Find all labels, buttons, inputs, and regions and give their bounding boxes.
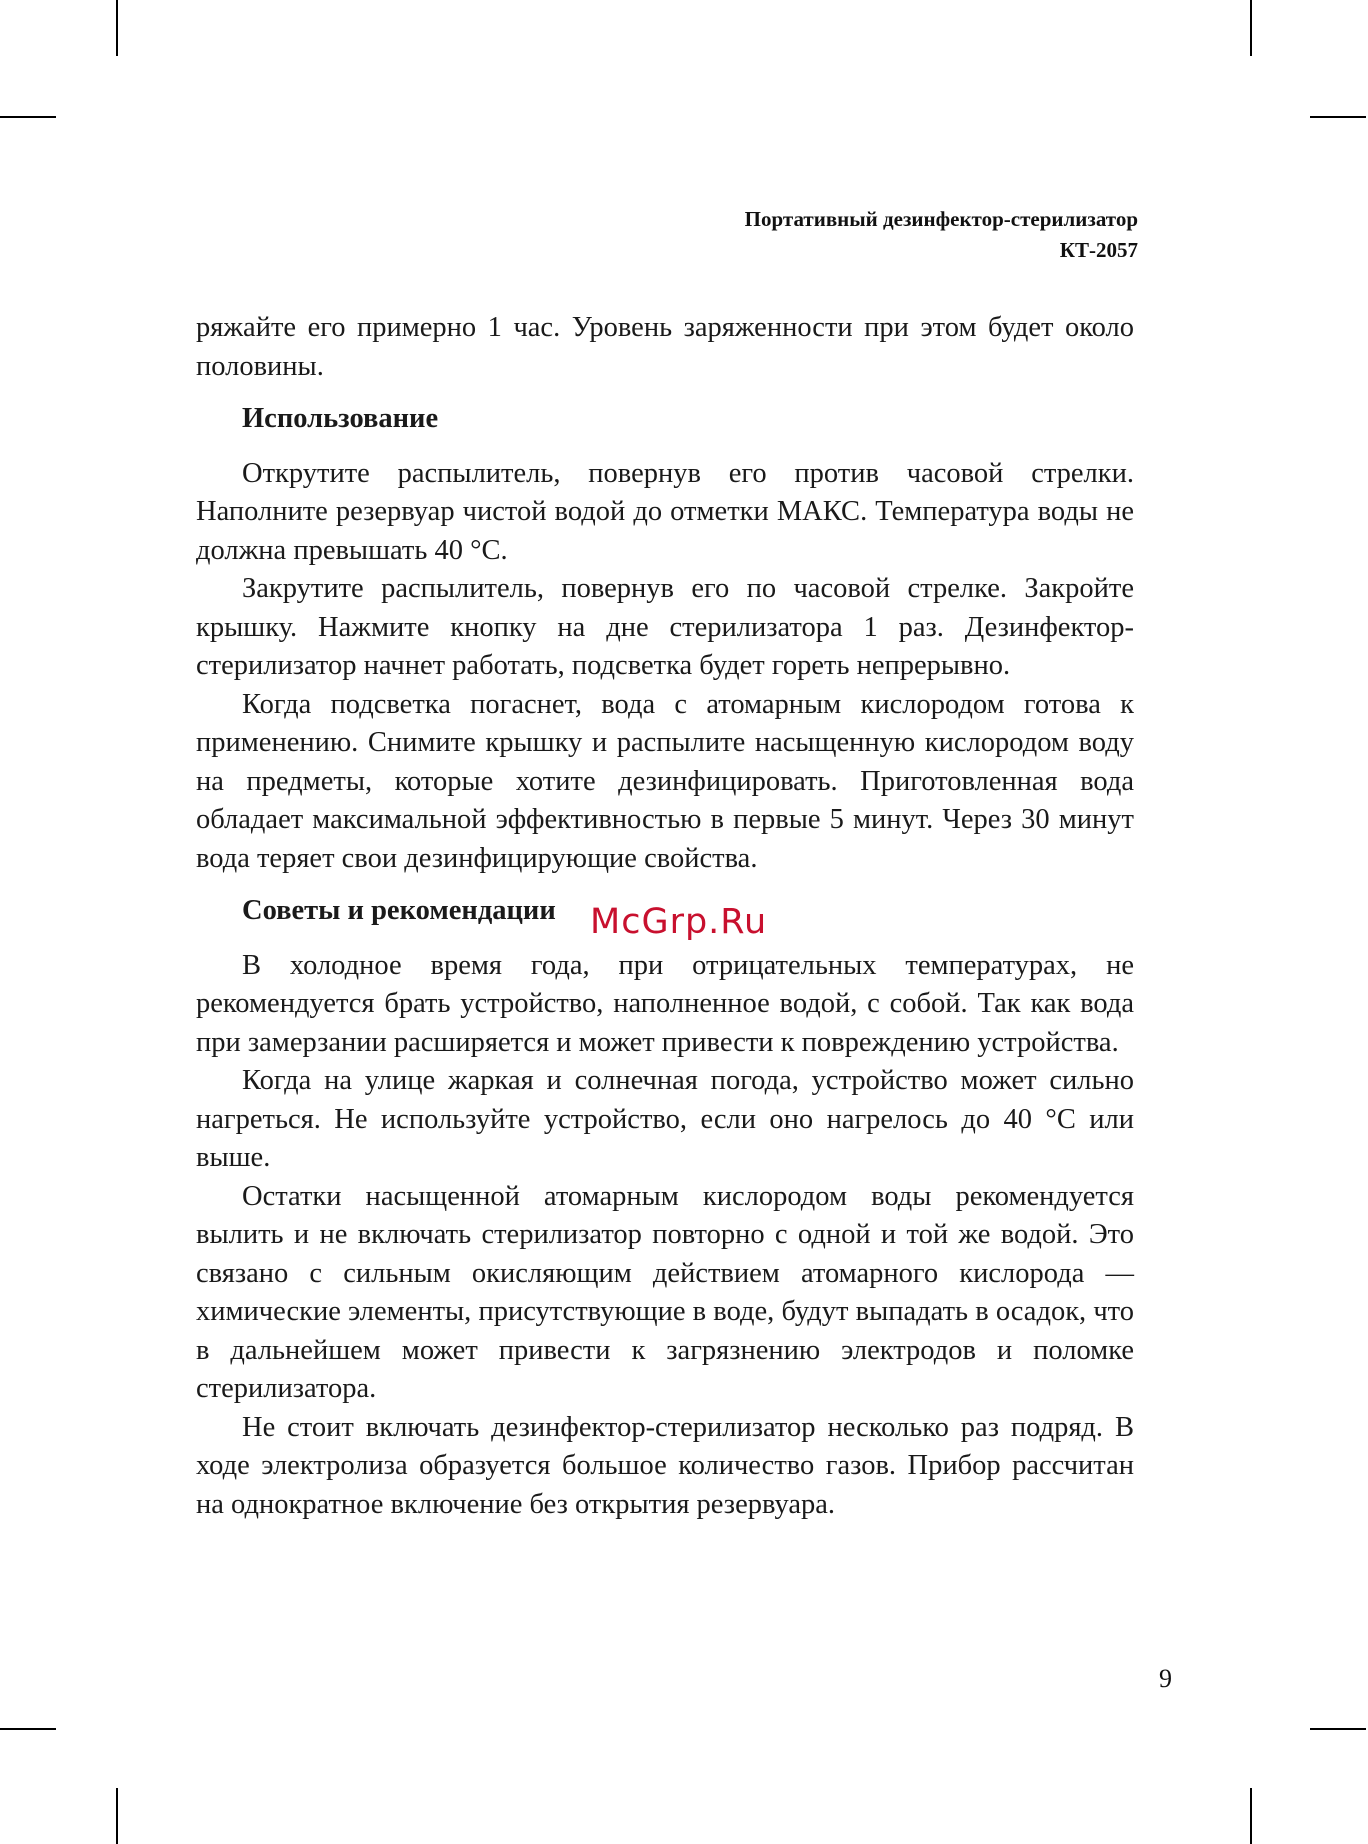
crop-mark-right-top (1310, 116, 1366, 118)
crop-mark-right-bottom (1310, 1728, 1366, 1730)
intro-paragraph: ряжайте его примерно 1 час. Уровень заряженности при этом будет около половины. (196, 312, 1134, 382)
section-heading-tips: Советы и рекомендации (242, 895, 556, 926)
usage-paragraph-3: Когда подсветка погаснет, вода с атомарным кислородом готова к применению. Снимите крышку и распылите насыщенную кислородом воду на предметы, которые хотите дезинфицировать. Приготовленная вода обладает максимальной эффективностью в первые 5 минут. Через 30 минут вода теряет свои дезинфицирующие свойства. (196, 688, 1134, 874)
crop-mark-left-top (0, 116, 56, 118)
usage-paragraph-2: Закрутите распылитель, повернув его по часовой стрелке. Закройте крышку. Нажмите кнопку на дне стерилизатора 1 раз. Дезинфектор-стерилизатор начнет работать, подсветка будет гореть непрерывно. (196, 573, 1134, 681)
running-header (745, 204, 1138, 266)
tips-paragraph-4: Не стоит включать дезинфектор-стерилизатор несколько раз подряд. В ходе электролиза образуется большое количество газов. Прибор рассчитан на однократное включение без открытия резервуара. (196, 1411, 1134, 1520)
usage-paragraph-1: Открутите распылитель, повернув его против часовой стрелки. Наполните резервуар чистой водой до отметки МАКС. Температура воды не должна превышать 40 °С. (196, 457, 1134, 566)
crop-mark-left-bottom (0, 1728, 56, 1730)
tips-paragraph-1: В холодное время года, при отрицательных температурах, не рекомендуется брать устройство, наполненное водой, с собой. Так как вода при замерзании расширяется и может привести к повреждению устройства. (196, 949, 1134, 1058)
tips-paragraph-3: Остатки насыщенной атомарным кислородом воды рекомендуется вылить и не включать стерилизатор повторно с одной и той же водой. Это связано с сильным окисляющим действием атомарного кислорода — химические элементы, присутствующие в воде, будут выпадать в осадок, что в дальнейшем может привести к загрязнению электродов и поломке стерилизатора. (196, 1180, 1134, 1404)
crop-mark-bottom-right (1250, 1788, 1252, 1844)
crop-mark-bottom-left (116, 1788, 118, 1844)
watermark-logo: McGrp.Ru (590, 902, 768, 942)
header-model: КТ-2057 (1059, 238, 1138, 262)
page-number: 9 (1159, 1664, 1172, 1693)
crop-mark-top-left (116, 0, 118, 56)
tips-paragraph-2: Когда на улице жаркая и солнечная погода, устройство может сильно нагреться. Не используйте устройство, если оно нагрелось до 40 °С или выше. (196, 1065, 1134, 1173)
header-product-name: Портативный дезинфектор-стерилизатор (744, 207, 1138, 231)
section-heading-usage: Использование (242, 403, 439, 434)
crop-mark-top-right (1250, 0, 1252, 56)
